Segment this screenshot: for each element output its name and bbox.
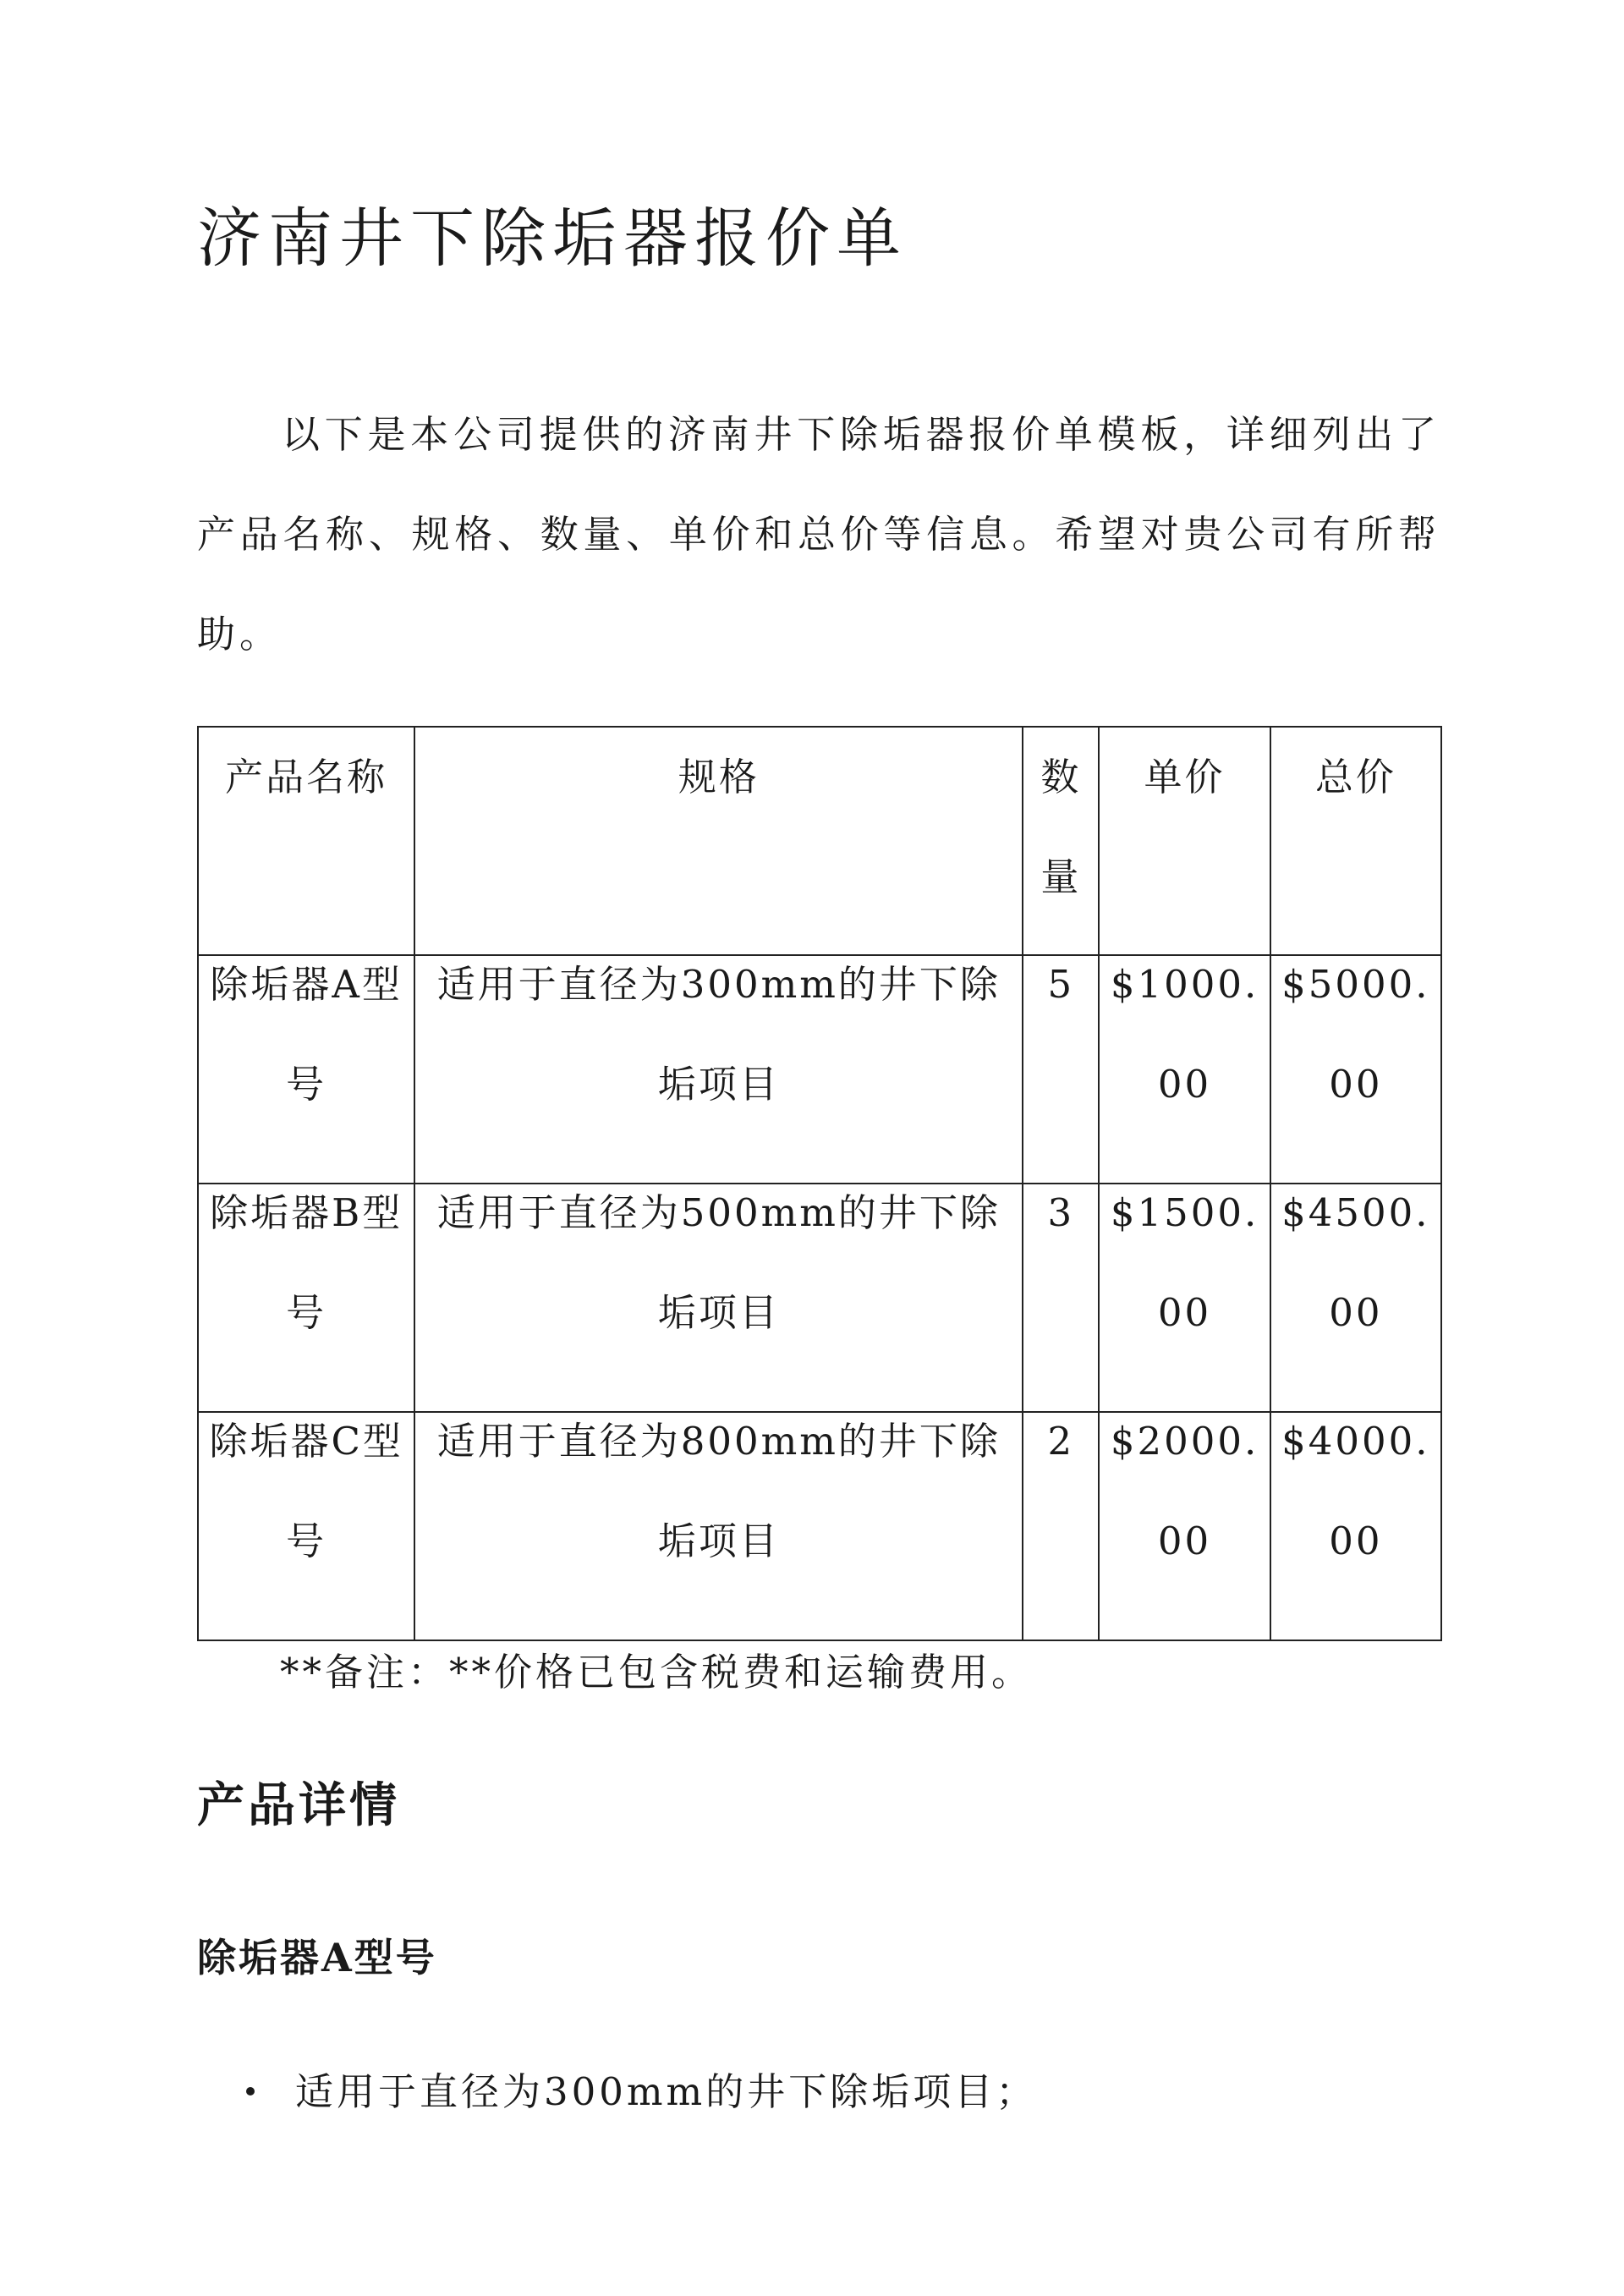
cell-product-name: 除垢器A型号 bbox=[198, 955, 414, 1184]
header-quantity: 数量 bbox=[1023, 727, 1099, 955]
table-row bbox=[198, 1184, 1441, 1412]
header-product-name: 产品名称 bbox=[198, 727, 414, 955]
feature-text: 适用于直径为300mm的井下除垢项目； bbox=[295, 2069, 1038, 2114]
cell-unit-price: $1500.00 bbox=[1099, 1184, 1270, 1412]
header-total-price: 总价 bbox=[1270, 727, 1441, 955]
list-item bbox=[246, 2063, 1037, 2122]
cell-total-price: $4500.00 bbox=[1270, 1184, 1441, 1412]
cell-product-name: 除垢器B型号 bbox=[198, 1184, 414, 1412]
details-heading: 产品详情 bbox=[197, 1777, 400, 1833]
table-row bbox=[198, 955, 1441, 1184]
cell-spec: 适用于直径为800mm的井下除垢项目 bbox=[414, 1412, 1023, 1640]
bullet-icon bbox=[246, 2087, 255, 2096]
table-row bbox=[198, 1412, 1441, 1640]
cell-quantity: 5 bbox=[1023, 955, 1099, 1184]
cell-spec: 适用于直径为300mm的井下除垢项目 bbox=[414, 955, 1023, 1184]
cell-quantity: 2 bbox=[1023, 1412, 1099, 1640]
table-note: **备注：**价格已包含税费和运输费用。 bbox=[280, 1650, 1034, 1695]
cell-product-name: 除垢器C型号 bbox=[198, 1412, 414, 1640]
cell-total-price: $5000.00 bbox=[1270, 955, 1441, 1184]
product-a-feature-list bbox=[246, 2063, 1037, 2122]
document-title: 济南井下除垢器报价单 bbox=[197, 200, 908, 276]
cell-total-price: $4000.00 bbox=[1270, 1412, 1441, 1640]
cell-unit-price: $2000.00 bbox=[1099, 1412, 1270, 1640]
cell-unit-price: $1000.00 bbox=[1099, 955, 1270, 1184]
quote-table bbox=[197, 726, 1442, 1641]
cell-spec: 适用于直径为500mm的井下除垢项目 bbox=[414, 1184, 1023, 1412]
table-header-row bbox=[198, 727, 1441, 955]
header-unit-price: 单价 bbox=[1099, 727, 1270, 955]
cell-quantity: 3 bbox=[1023, 1184, 1099, 1412]
intro-paragraph: 以下是本公司提供的济南井下除垢器报价单模板，详细列出了产品名称、规格、数量、单价和总价等信息。希望对贵公司有所帮助。 bbox=[197, 412, 1440, 656]
product-a-heading: 除垢器A型号 bbox=[197, 1935, 437, 1980]
header-spec: 规格 bbox=[414, 727, 1023, 955]
